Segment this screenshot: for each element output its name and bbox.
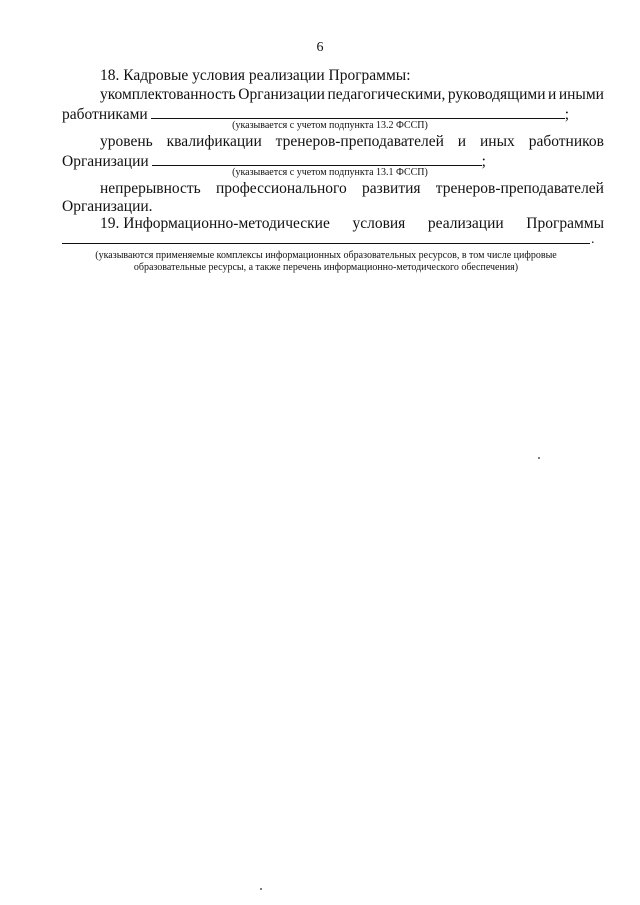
staffing-blank-field[interactable] <box>151 104 565 119</box>
development-word: профессионального <box>215 180 347 197</box>
section-19-heading <box>100 215 604 233</box>
development-line <box>100 180 604 198</box>
section-19-word: Программы <box>526 215 604 232</box>
info-resources-blank-field[interactable] <box>62 243 590 244</box>
section-19-word: условия <box>352 215 406 232</box>
staffing-word: укомплектованность <box>100 86 236 103</box>
qualification-blank-field[interactable] <box>152 151 482 166</box>
section-18-heading: 18. Кадровые условия реализации Программы: <box>100 67 411 84</box>
qualification-word: уровень <box>100 133 153 150</box>
qualification-continuation: Организации <box>62 153 149 170</box>
qualification-word: тренеров-преподавателей <box>275 133 444 150</box>
staffing-note: (указывается с учетом подпункта 13.2 ФССП) <box>232 120 428 131</box>
info-resources-note-line-1: (указываются применяемые комплексы информационных образовательных ресурсов, в том числе цифровые <box>95 250 557 261</box>
staffing-line <box>100 86 604 104</box>
section-19-word: реализации <box>427 215 504 232</box>
development-word: тренеров-преподавателей <box>435 180 604 197</box>
staffing-continuation: работниками <box>62 106 148 123</box>
development-continuation: Организации. <box>62 198 153 215</box>
info-resources-end-mark: . <box>591 232 595 247</box>
development-word: непрерывность <box>100 180 201 197</box>
qualification-word: работников <box>528 133 604 150</box>
staffing-word: и <box>548 86 557 103</box>
scan-speck <box>260 888 262 890</box>
qualification-word: и <box>457 133 467 150</box>
qualification-note: (указывается с учетом подпункта 13.1 ФССП) <box>232 167 428 178</box>
qualification-word: иных <box>480 133 515 150</box>
page-number: 6 <box>316 40 324 55</box>
staffing-word: Организации <box>238 86 325 103</box>
staffing-word: иными <box>558 86 604 103</box>
staffing-word: педагогическими, <box>327 86 446 103</box>
scan-speck <box>538 457 540 459</box>
development-word: развития <box>361 180 421 197</box>
qualification-line <box>100 133 604 151</box>
qualification-word: квалификации <box>166 133 262 150</box>
staffing-word: руководящими <box>447 86 546 103</box>
qualification-end-mark: ; <box>481 153 486 170</box>
info-resources-note-line-2: образовательные ресурсы, а также перечень информационно-методического обеспечения) <box>133 262 519 273</box>
staffing-end-mark: ; <box>564 106 570 123</box>
section-19-word: 19. Информационно-методические <box>100 215 330 232</box>
